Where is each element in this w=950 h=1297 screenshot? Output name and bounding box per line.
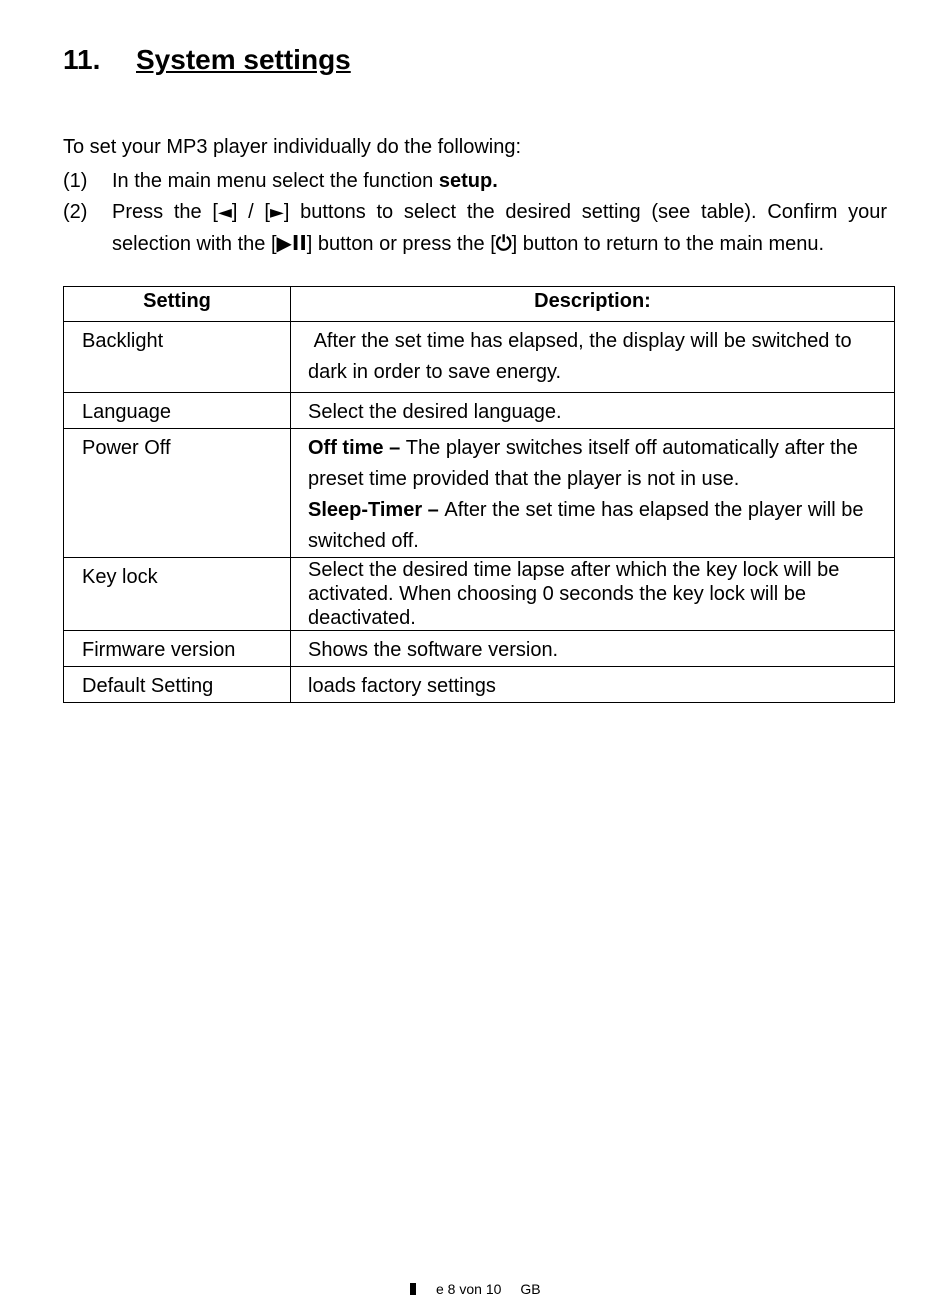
settings-table: [63, 286, 895, 703]
table-row: [64, 322, 895, 393]
table-header-row: [64, 287, 895, 322]
setting-description: Shows the software version.: [291, 631, 895, 667]
setting-description: [291, 429, 895, 558]
sleep-timer-description: Sleep-Timer – After the set time has elapsed the player will be switched off.: [308, 499, 864, 552]
table-row: [64, 429, 895, 558]
column-header-description: Description:: [291, 287, 895, 322]
section-heading: [63, 44, 351, 76]
power-icon: ⏻: [495, 231, 512, 255]
table-row: [64, 558, 895, 631]
setting-name: Backlight: [64, 322, 291, 393]
step-2: [63, 197, 887, 260]
setting-description: Select the desired language.: [291, 393, 895, 429]
setting-name: Language: [64, 393, 291, 429]
setting-description: loads factory settings: [291, 667, 895, 703]
setup-function-name: setup.: [438, 170, 498, 192]
table-row: [64, 393, 895, 429]
setting-name: Firmware version: [64, 631, 291, 667]
footer-mark-icon: [410, 1283, 416, 1295]
step-number: (2): [63, 201, 88, 223]
setting-name: Key lock: [64, 558, 291, 631]
intro-text: To set your MP3 player individually do the following:: [63, 136, 522, 158]
step-text: Press the [◄] / [►] buttons to select the desired setting (see table). Confirm your selection with the [▶II] button or press the [⏻] button to return to the main menu.: [112, 201, 887, 255]
off-time-description: Off time – The player switches itself off automatically after the preset time provided that the player is not in use.: [308, 437, 858, 490]
step-1: [63, 166, 887, 197]
table-row: [64, 667, 895, 703]
step-text: In the main menu select the function setup.: [112, 170, 498, 192]
right-arrow-icon: ►: [269, 202, 284, 223]
setting-description: Select the desired time lapse after which the key lock will be activated. When choosing 0 seconds the key lock will be deactivated.: [291, 558, 895, 631]
sleep-timer-label: Sleep-Timer –: [308, 499, 445, 521]
left-arrow-icon: ◄: [217, 202, 232, 223]
setting-description: After the set time has elapsed, the display will be switched to dark in order to save energy.: [291, 322, 895, 393]
setting-name: Power Off: [64, 429, 291, 558]
section-title: System settings: [136, 44, 351, 75]
setting-name: Default Setting: [64, 667, 291, 703]
column-header-setting: Setting: [64, 287, 291, 322]
steps-list: [63, 166, 887, 260]
play-pause-icon: ▶II: [276, 231, 307, 255]
table-row: [64, 631, 895, 667]
off-time-label: Off time –: [308, 437, 406, 459]
language-code: GB: [520, 1281, 541, 1297]
step-number: (1): [63, 170, 88, 192]
section-number: 11.: [63, 44, 101, 75]
page-number: e 8 von 10: [436, 1281, 502, 1297]
